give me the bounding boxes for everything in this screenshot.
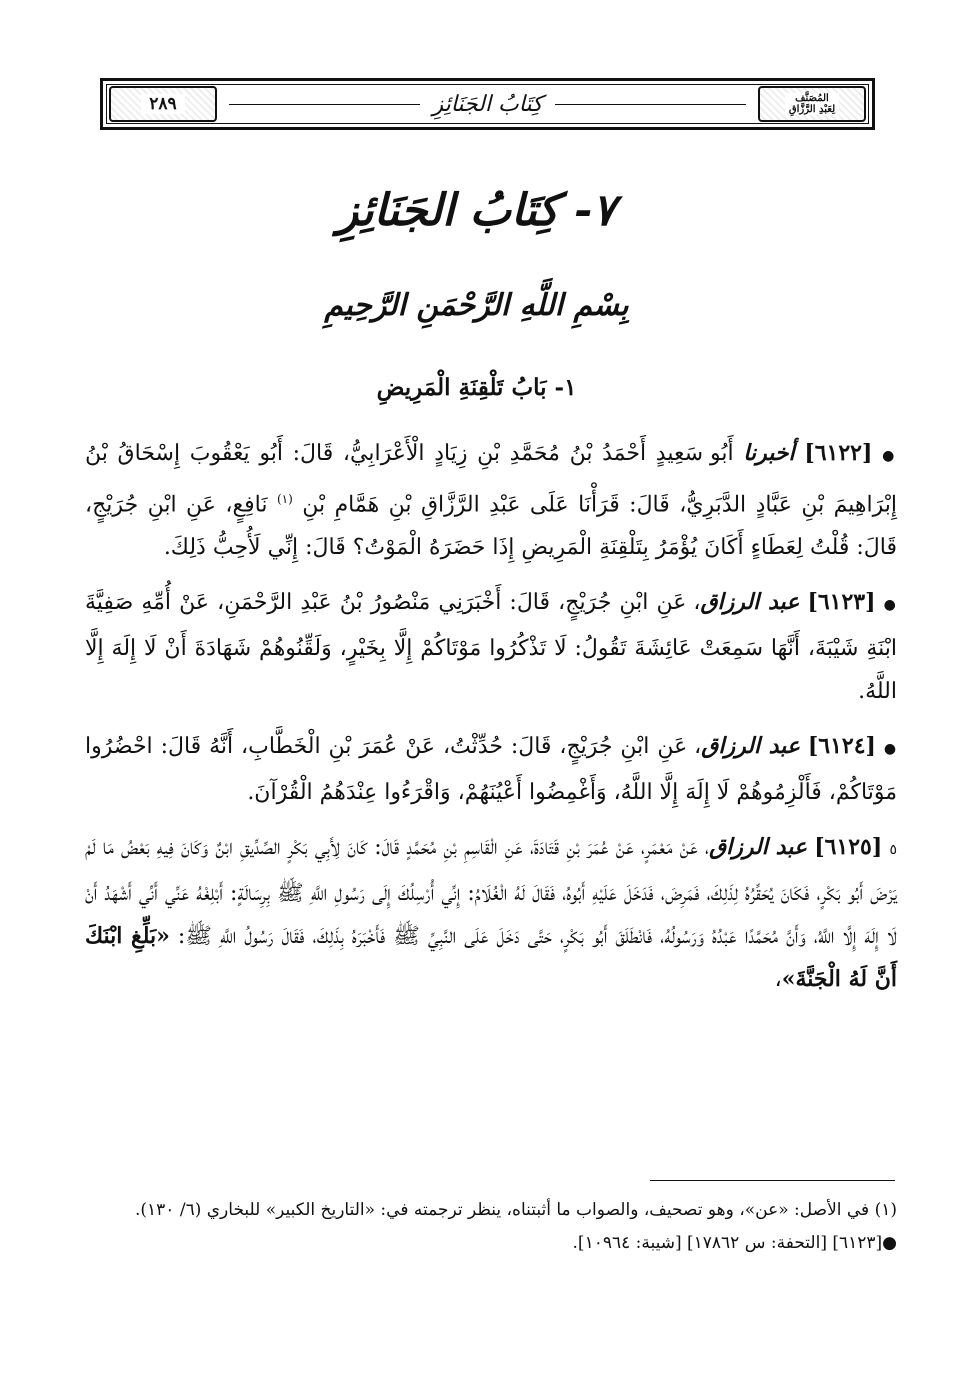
bullet-icon: ●	[883, 741, 898, 758]
bullet-icon: ●	[883, 597, 897, 614]
hadith-6125	[85, 826, 897, 1001]
bab-title: ١- بَابُ تَلْقِنَةِ الْمَرِيضِ	[376, 374, 577, 401]
footnote-divider	[650, 1180, 895, 1181]
hadith-number: [٦١٢٥]	[814, 834, 883, 861]
header-rule-right	[555, 104, 746, 105]
hadith-text: أَبُو سَعِيدٍ أَحْمَدُ بْنُ مُحَمَّدِ بْنِ زِيَادٍ الْأَعْرَابِيُّ، قَالَ: أَبُو يَعْقُوبَ إِسْحَاقُ بْنُ إِبْرَاهِيمَ بْنِ عَبَّادٍ الدَّبَرِيُّ، قَالَ: قَرَأْنَا عَلَى عَبْدِ الرَّزَّاقِ بْنِ هَمَّامِ بْنِ	[85, 441, 898, 518]
hadith-text: ، عَنِ ابْنِ جُرَيْجٍ، قَالَ: أَخْبَرَنِي مَنْصُورُ بْنُ عَبْدِ الرَّحْمَنِ، عَنْ أُمِّهِ صَفِيَّةَ ابْنَةِ شَيْبَةَ، أَنَّهَا سَمِعَتْ عَائِشَةَ تَقُولُ: لَا تَذْكُرُوا مَوْتَاكُمْ إِلَّا بِخَيْرٍ، وَلَقِّنُوهُمْ شَهَادَةَ أَنْ لَا إِلَهَ إِلَّا اللَّهُ.	[85, 590, 897, 705]
page-number: ٢٨٩	[141, 94, 184, 114]
chapter-title: ٧- كِتَابُ الجَنَائِزِ	[337, 185, 616, 236]
footnote-1: (١) في الأصل: «عن»، وهو تصحيف، والصواب ما أثبتناه، ينظر ترجمته في: «التاريخ الكبير» للبخاري (٦/ ١٣٠).	[134, 1200, 897, 1220]
hadith-number: [٦١٢٤]	[807, 733, 876, 760]
logo-line1: المُصَنَّف	[795, 93, 829, 104]
hadith-source: أخبرنا	[743, 440, 795, 466]
hadith-source: عبد الرزاق	[701, 733, 800, 760]
logo-line2: لِعَبْدِ الرَّزَّاقِ	[788, 104, 836, 115]
hadith-number: [٦١٢٣]	[807, 589, 876, 616]
footnote-ref: (١)	[276, 492, 293, 506]
page-header	[100, 78, 875, 130]
footnote-references: ●[٦١٢٣] [التحفة: س ١٧٨٦٢] [شيبة: ١٠٩٦٤].	[572, 1233, 897, 1253]
hadith-text: ، عَنْ مَعْمَرٍ، عَنْ عُمَرَ بْنِ قَتَادَةَ، عَنِ الْقَاسِمِ بْنِ مُحَمَّدٍ قَالَ: كَانَ لِأَبِي بَكْرٍ الصِّدِّيقِ ابْنٌ وَكَانَ فِيهِ بَعْضُ مَا لَمْ يَرْضَ أَبُو بَكْرٍ، فَكَانَ يُحَقِّرُهُ لِذَلِكَ، فَمَرِضَ، فَدَخَلَ عَلَيْهِ أَبُوهُ، فَقَالَ لَهُ الْغُلَامُ: إِنِّي أُرْسِلُكَ إِلَى رَسُولِ اللَّهِ ﷺ بِرِسَالَةٍ: أَبْلِغْهُ عَنِّي أَنِّي أَشْهَدُ أَنْ لَا إِلَهَ إِلَّا اللَّهُ، وَأَنَّ مُحَمَّدًا عَبْدُهُ وَرَسُولُهُ، فَانْطَلَقَ أَبُو بَكْرٍ، حَتَّى دَخَلَ عَلَى النَّبِيِّ ﷺ فَأَخْبَرَهُ بِذَلِكَ، فَقَالَ رَسُولُ اللَّهِ ﷺ:	[85, 835, 897, 950]
header-rule-left	[229, 104, 420, 105]
hadith-source: عبد الرزاق	[700, 589, 800, 616]
hadith-6123	[85, 581, 897, 713]
running-title: كِتَابُ الجَنَائِزِ	[432, 91, 543, 117]
hadith-6122	[85, 432, 897, 569]
bullet-icon: ٥	[889, 842, 898, 859]
basmala: بِسْمِ اللَّهِ الرَّحْمَنِ الرَّحِيمِ	[324, 288, 629, 323]
main-text	[85, 432, 897, 1013]
footnotes	[85, 1194, 897, 1260]
hadith-tail: ،	[774, 967, 782, 993]
page-number-frame	[109, 86, 217, 122]
bullet-icon: ●	[882, 448, 898, 464]
hadith-text: ، عَنِ ابْنِ جُرَيْجٍ، قَالَ: حُدِّثْتُ، عَنْ عُمَرَ بْنِ الْخَطَّابِ، أَنَّهُ قَالَ: احْضُرُوا مَوْتَاكُمْ، فَأَلْزِمُوهُمْ لَا إِلَهَ إِلَّا اللَّهُ، وَأَغْمِضُوا أَعْيُنَهُمْ، وَاقْرَءُوا عِنْدَهُمُ الْقُرْآنَ.	[85, 734, 897, 806]
hadith-source: عبد الرزاق	[709, 834, 807, 861]
hadith-text-cont: نَافِعٍ، عَنِ ابْنِ جُرَيْجٍ، قَالَ: قُلْتُ لِعَطَاءٍ أَكَانَ يُؤْمَرُ بِتَلْقِنَةِ الْمَرِيضِ إِذَا حَضَرَهُ الْمَوْتُ؟ قَالَ: إِنِّي لَأُحِبُّ ذَلِكَ.	[85, 492, 897, 561]
hadith-6124	[85, 725, 897, 814]
book-logo	[758, 86, 866, 122]
hadith-number: [٦١٢٢]	[804, 440, 873, 466]
hadith-quote: «بَلِّغِ ابْنَكَ أَنَّ لَهُ الْجَنَّةَ»	[85, 923, 897, 993]
